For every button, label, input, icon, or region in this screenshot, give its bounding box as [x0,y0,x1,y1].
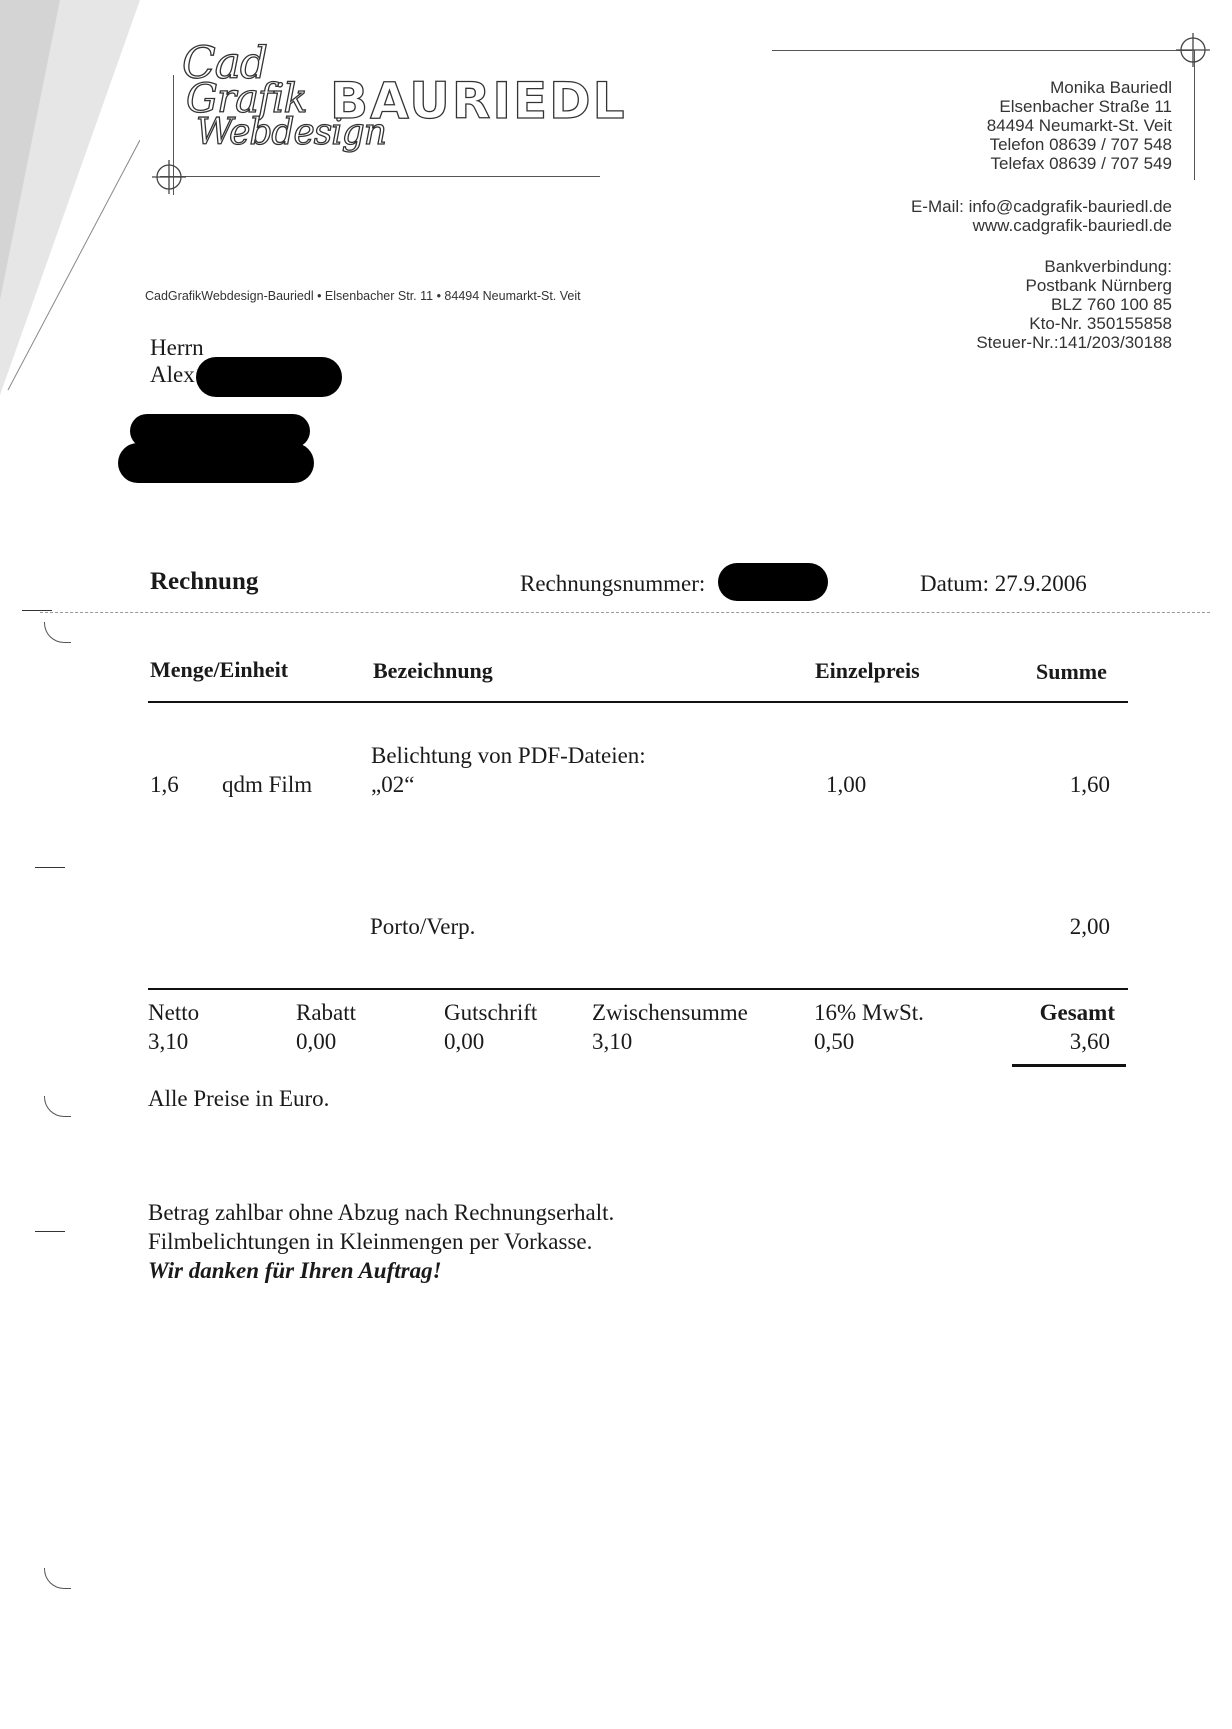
sender-address [987,78,1172,173]
logo-webdesign: Webdesign [196,112,386,153]
netto-value: 3,10 [148,1029,189,1054]
sender-phone: Telefon 08639 / 707 548 [989,135,1172,154]
col-header-qty: Menge/Einheit [150,657,289,682]
gutschrift-label: Gutschrift [444,1000,538,1025]
scan-edge-shadow [0,0,140,400]
sender-street: Elsenbacher Straße 11 [999,97,1172,116]
item-desc-line1: Belichtung von PDF-Dateien: [371,743,646,768]
col-header-desc: Bezeichnung [373,658,493,683]
mwst-label: 16% MwSt. [814,1000,924,1025]
logo-grafik: Grafik [186,76,307,122]
heading-separator [40,612,1210,614]
item-desc-line2: „02“ [371,772,415,797]
sender-city: 84494 Neumarkt-St. Veit [986,116,1172,135]
punch-mark [44,1096,71,1117]
fold-mark [35,1231,65,1232]
invoice-title: Rechnung [150,568,259,595]
letterhead-right-rule [1194,50,1195,180]
payment-terms: Betrag zahlbar ohne Abzug nach Rechnungserhalt. [148,1200,615,1225]
rabatt-label: Rabatt [296,1000,357,1025]
invoice-date: Datum: 27.9.2006 [920,571,1087,596]
redaction-address-2 [118,443,314,483]
item-qty: 1,6 [150,772,179,797]
mwst-value: 0,50 [814,1029,855,1054]
punch-mark [44,622,71,643]
letterhead-crosshair-icon [1176,33,1210,67]
bank-name: Postbank Nürnberg [1025,276,1172,295]
prepayment-note: Filmbelichtungen in Kleinmengen per Vorkasse. [148,1229,593,1254]
fold-mark [35,867,65,868]
col-header-unit-price: Einzelpreis [815,658,920,683]
logo-cad: Cad [182,38,268,89]
invoice-number-label: Rechnungsnummer: [520,571,706,596]
recipient-salutation: Herrn [150,335,204,360]
logo-brand: BAURIEDL [330,72,627,130]
bank-details [976,257,1172,352]
item-sum: 2,00 [1069,914,1110,939]
recipient-name: Alex [150,362,195,387]
bank-heading: Bankverbindung: [1044,257,1172,276]
gesamt-label: Gesamt [1039,1000,1115,1025]
sender-fax: Telefax 08639 / 707 549 [990,154,1172,173]
bank-blz: BLZ 760 100 85 [1051,295,1172,314]
gutschrift-value: 0,00 [444,1029,485,1054]
logo-crosshair-icon [152,160,186,194]
letterhead-top-rule [772,50,1192,51]
totals-rule [148,988,1128,990]
thanks-note: Wir danken für Ihren Auftrag! [148,1258,442,1283]
return-address: CadGrafikWebdesign-Bauriedl • Elsenbacher Str. 11 • 84494 Neumarkt-St. Veit [145,289,581,303]
logo-underline [160,176,600,177]
zwischensumme-label: Zwischensumme [592,1000,748,1025]
header-rule [148,701,1128,703]
punch-mark [44,1568,71,1589]
item-unit-price: 1,00 [826,772,867,797]
sender-email: E-Mail: info@cadgrafik-bauriedl.de [910,197,1172,216]
col-header-sum: Summe [1036,659,1107,684]
sender-web: www.cadgrafik-bauriedl.de [972,216,1172,235]
currency-note: Alle Preise in Euro. [148,1086,330,1111]
item-unit: qdm Film [222,772,313,797]
redaction-name [196,357,342,397]
gesamt-underline [1012,1064,1126,1067]
item-desc: Porto/Verp. [370,914,476,939]
rabatt-value: 0,00 [296,1029,337,1054]
bank-account: Kto-Nr. 350155858 [1029,314,1172,333]
item-sum: 1,60 [1069,772,1110,797]
sender-contact [911,197,1172,235]
gesamt-value: 3,60 [1069,1029,1110,1054]
zwischensumme-value: 3,10 [592,1029,633,1054]
sender-name: Monika Bauriedl [1050,78,1172,97]
tax-number: Steuer-Nr.:141/203/30188 [976,333,1172,352]
redaction-invoice-number [718,563,828,601]
netto-label: Netto [148,1000,200,1025]
fold-mark [22,610,52,611]
